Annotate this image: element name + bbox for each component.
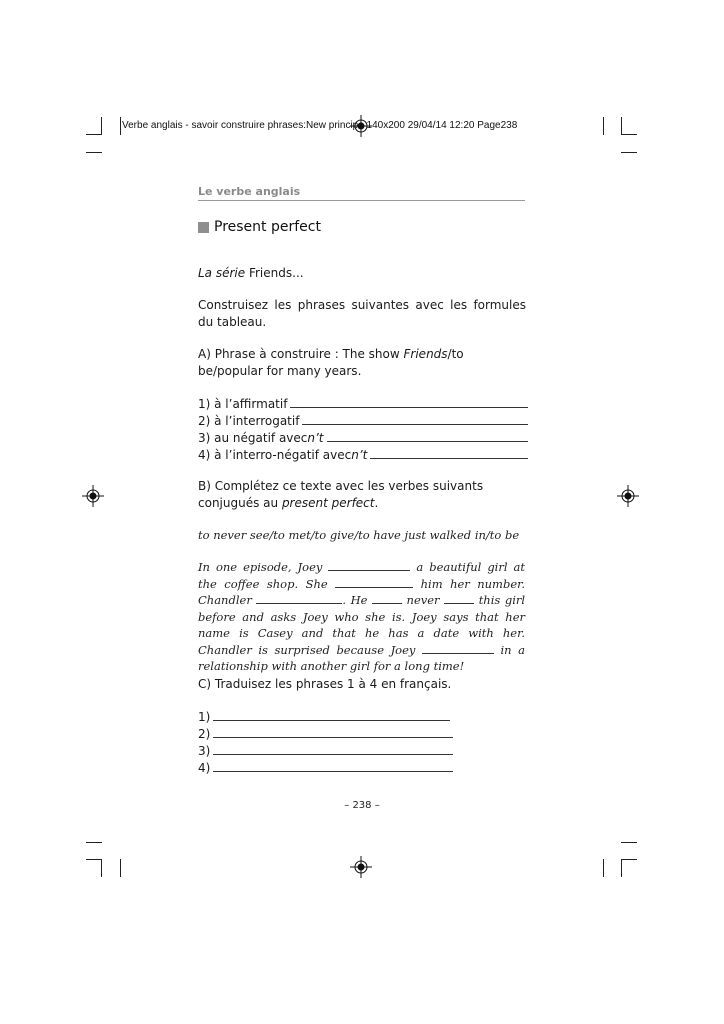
answer-line-4[interactable] — [198, 447, 528, 464]
cloze-blank[interactable] — [444, 593, 474, 604]
intro-italic: La série — [198, 266, 246, 280]
translation-blank[interactable] — [213, 726, 453, 738]
answer-blank[interactable] — [327, 430, 528, 442]
part-c-heading: C) Traduisez les phrases 1 à 4 en français. — [198, 677, 452, 691]
registration-mark-icon — [350, 856, 372, 878]
answer-label: 3) au négatif avec — [198, 431, 308, 445]
part-a-lead: A) Phrase à construire : The show — [198, 347, 404, 361]
cloze-text: In one episode, Joey — [198, 560, 323, 574]
part-b-lead: B) Complétez ce texte avec les verbes suivants conjugués au — [198, 479, 484, 510]
answer-line-3[interactable] — [198, 430, 528, 447]
part-a-italic: Friends — [403, 347, 448, 361]
crop-mark — [86, 134, 102, 135]
answer-italic: n’t — [307, 431, 324, 445]
cloze-blank[interactable] — [372, 593, 402, 604]
translation-line-4[interactable] — [198, 760, 453, 777]
answer-label: 1) à l’affirmatif — [198, 397, 288, 411]
crop-mark — [621, 134, 637, 135]
cloze-paragraph — [198, 559, 525, 675]
crop-mark — [621, 117, 622, 135]
cloze-text: in a relationship with another girl for a long time! — [198, 642, 525, 673]
crop-mark — [621, 152, 637, 153]
answer-blank[interactable] — [370, 447, 528, 459]
cloze-text: never — [406, 593, 440, 607]
part-b-end: . — [374, 496, 379, 510]
part-b-italic: present perfect — [281, 496, 375, 510]
crop-mark — [120, 859, 121, 877]
part-b-heading — [198, 478, 526, 512]
translation-blank[interactable] — [213, 743, 453, 755]
crop-mark — [86, 859, 102, 860]
crop-mark — [101, 117, 102, 135]
translation-label: 1) — [198, 710, 211, 724]
instruction-text: Construisez les phrases suivantes avec les formules du tableau. — [198, 298, 526, 329]
page-number: – 238 – — [344, 800, 380, 811]
translation-blank[interactable] — [213, 760, 453, 772]
cloze-blank[interactable] — [328, 560, 410, 571]
translation-blank[interactable] — [213, 709, 450, 721]
cloze-blank[interactable] — [256, 593, 342, 604]
cloze-text: a beautiful girl at the coffee shop. She — [198, 560, 526, 591]
intro-line — [198, 265, 528, 282]
registration-mark-icon — [617, 485, 639, 507]
translation-label: 4) — [198, 761, 211, 775]
verb-list: to never see/to met/to give/to have just walked in/to be — [198, 528, 520, 542]
registration-mark-icon — [82, 485, 104, 507]
translation-label: 2) — [198, 727, 211, 741]
intro-rest: Friends... — [248, 266, 304, 280]
translation-label: 3) — [198, 744, 211, 758]
running-head: Le verbe anglais — [198, 185, 525, 201]
answer-label: 4) à l’interro-négatif avec — [198, 448, 352, 462]
print-slug: Verbe anglais - savoir construire phrases:New principe 140x200 29/04/14 12:20 Page238 — [122, 120, 518, 131]
answer-label: 2) à l’interrogatif — [198, 414, 300, 428]
square-bullet-icon — [198, 222, 209, 233]
part-a-rest: /to be/popular for many years. — [198, 347, 464, 378]
translation-line-2[interactable] — [198, 726, 453, 743]
part-a-heading — [198, 346, 526, 380]
crop-mark — [101, 859, 102, 877]
cloze-text: this girl before and asks Joey who she is. Joey says that her name is Casey and that he has a date with her. Chandler is surprised because Joey — [198, 593, 526, 657]
crop-mark — [86, 842, 102, 843]
crop-mark — [86, 152, 102, 153]
cloze-text: him her number. Chandler — [198, 576, 526, 607]
answer-blank[interactable] — [290, 396, 528, 408]
crop-mark — [621, 842, 637, 843]
crop-mark — [603, 117, 604, 135]
crop-mark — [120, 117, 121, 135]
section-title — [198, 219, 321, 235]
crop-mark — [621, 859, 637, 860]
crop-mark — [621, 859, 622, 877]
translation-line-1[interactable] — [198, 709, 450, 726]
translation-line-3[interactable] — [198, 743, 453, 760]
answer-line-2[interactable] — [198, 413, 528, 430]
cloze-blank[interactable] — [335, 577, 413, 588]
answer-italic: n’t — [351, 448, 368, 462]
crop-mark — [603, 859, 604, 877]
section-title-text: Present perfect — [214, 219, 321, 235]
answer-blank[interactable] — [302, 413, 528, 425]
cloze-blank[interactable] — [422, 643, 494, 654]
answer-line-1[interactable] — [198, 396, 528, 413]
cloze-text: . He — [342, 593, 368, 607]
